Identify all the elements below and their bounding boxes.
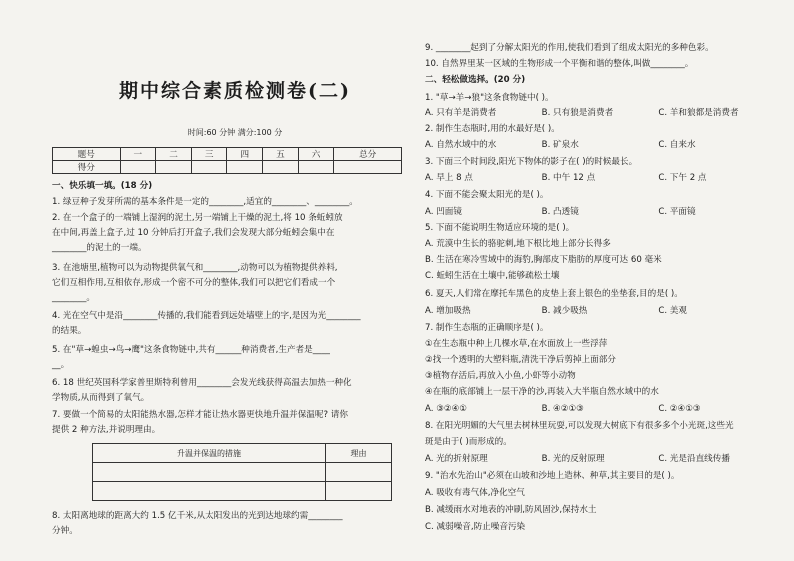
question-4-line2: 的结果。 (52, 326, 87, 336)
choice-5-option-c: C. 蚯蚓生活在土壤中,能够疏松土壤 (425, 271, 560, 281)
question-3-line2: 它们互相作用,互相依存,形成一个密不可分的整体,我们可以把它们看成一个 (52, 278, 336, 288)
option: B. 减少吸热 (541, 306, 588, 316)
option: B. 中午 12 点 (541, 173, 596, 183)
answer-cell[interactable] (93, 463, 326, 482)
answer-cell[interactable] (325, 463, 391, 482)
choice-8-line1: 8. 在阳光明媚的大气里去树林里玩耍,可以发现大树底下有很多多个小光斑,这些光 (425, 421, 734, 431)
score-cell: 二 (156, 148, 192, 161)
choice-7-step-1: ①在生态瓶中种上几棵水草,在水面放上一些浮萍 (425, 339, 608, 349)
answer-table-header-measures: 升温并保温的措施 (93, 444, 326, 463)
choice-6-options (425, 305, 775, 318)
choice-9-option-b: B. 减缓雨水对地表的冲刷,防风固沙,保持水土 (425, 505, 597, 515)
choice-9-option-a: A. 吸收有毒气体,净化空气 (425, 488, 525, 498)
option: C. 下午 2 点 (658, 173, 707, 183)
answer-table-header-reason: 理由 (325, 444, 391, 463)
answer-table-wrapper (52, 439, 412, 507)
score-cell: 一 (120, 148, 156, 161)
choice-7-step-2: ②找一个透明的大塑料瓶,清洗干净后剪掉上面部分 (425, 355, 616, 365)
score-table-header-row (53, 148, 402, 161)
option: A. 只有羊是消费者 (425, 108, 497, 118)
score-cell: 三 (191, 148, 227, 161)
choice-7-step-3: ③植物存活后,再放入小鱼,小虾等小动物 (425, 371, 576, 381)
question-7-line1: 7. 要做一个简易的太阳能热水器,怎样才能让热水器更快地升温并保温呢? 请你 (52, 410, 348, 420)
score-cell: 得分 (53, 161, 121, 174)
choice-5-option-b: B. 生活在寒冷雪域中的海豹,胸部皮下脂肪的厚度可达 60 毫米 (425, 255, 662, 265)
option: B. 矿泉水 (541, 140, 579, 150)
option: A. ③②④① (425, 404, 468, 414)
score-cell: 题号 (53, 148, 121, 161)
choice-3: 3. 下面三个时间段,阳光下物体的影子在( )的时候最长。 (425, 157, 638, 167)
option: A. 自然水域中的水 (425, 140, 497, 150)
option: A. 光的折射原理 (425, 454, 488, 464)
choice-4: 4. 下面不能会聚太阳光的是( )。 (425, 190, 549, 200)
question-8-line2: 分钟。 (52, 526, 78, 536)
score-cell (263, 161, 299, 174)
choice-5: 5. 下面不能说明生物适应环境的是( )。 (425, 223, 575, 233)
score-cell: 五 (263, 148, 299, 161)
option: A. 增加吸热 (425, 306, 471, 316)
answer-cell[interactable] (325, 482, 391, 501)
option: C. ②④①③ (658, 404, 701, 414)
question-6-line2: 学物质,从而得到了氧气。 (52, 393, 150, 403)
question-7-line2: 提供 2 种方法,并说明理由。 (52, 425, 161, 435)
choice-6: 6. 夏天,人们常在摩托车黑色的皮垫上套上银色的坐垫套,目的是( )。 (425, 289, 683, 299)
question-4-line1: 4. 光在空气中是沿________传播的,我们能看到远处墙壁上的字,是因为光________ (52, 311, 361, 321)
score-cell: 六 (298, 148, 334, 161)
question-5-line2: __。 (52, 360, 70, 370)
score-table (52, 147, 402, 174)
option: C. 自来水 (658, 140, 696, 150)
choice-3-options (425, 172, 775, 185)
option: B. 光的反射原理 (541, 454, 605, 464)
question-5-line1: 5. 在"草→蝗虫→鸟→鹰"这条食物链中,共有______种消费者,生产者是____ (52, 345, 330, 355)
choice-9-option-c: C. 减弱噪音,防止噪音污染 (425, 522, 526, 532)
choice-4-options (425, 206, 775, 219)
option: A. 凹面镜 (425, 207, 462, 217)
exam-title: 期中综合素质检测卷(二) (119, 80, 351, 102)
option: A. 早上 8 点 (425, 173, 473, 183)
question-3-line3: ________。 (52, 293, 95, 303)
option: C. 美观 (658, 306, 687, 316)
section-choice-title: 二、轻松做选择。(20 分) (425, 75, 526, 85)
exam-time-score-info: 时间:60 分钟 满分:100 分 (187, 128, 283, 137)
option: C. 平面镜 (658, 207, 696, 217)
score-cell: 总分 (334, 148, 402, 161)
option: B. 只有狼是消费者 (541, 108, 614, 118)
question-9: 9. ________起到了分解太阳光的作用,使我们看到了组成太阳光的多种色彩。 (425, 43, 714, 53)
choice-1: 1. "草→羊→狼"这条食物链中( )。 (425, 93, 554, 103)
option: C. 羊和狼都是消费者 (658, 108, 739, 118)
question-2-line3: ________的泥土的一端。 (52, 243, 147, 253)
question-3-line1: 3. 在池塘里,植物可以为动物提供氧气和________,动物可以为植物提供养料, (52, 263, 338, 273)
question-1: 1. 绿豆种子发芽所需的基本条件是一定的________,适宜的________、________。 (52, 197, 358, 207)
question-2-line1: 2. 在一个盒子的一端铺上湿润的泥土,另一端铺上干燥的泥土,将 10 条蚯蚓放 (52, 213, 343, 223)
choice-2-options (425, 139, 775, 152)
score-cell (156, 161, 192, 174)
answer-cell[interactable] (93, 482, 326, 501)
choice-2: 2. 制作生态瓶时,用的水最好是( )。 (425, 124, 560, 134)
score-cell (334, 161, 402, 174)
section-fill-in-title: 一、快乐填一填。(18 分) (52, 181, 153, 191)
question-6-line1: 6. 18 世纪英国科学家普里斯特利曾用________会发光线获得高温去加热一种化 (52, 378, 352, 388)
question-10: 10. 自然界里某一区域的生物形成一个平衡和谐的整体,叫做________。 (425, 59, 694, 69)
choice-8-options (425, 453, 775, 466)
choice-1-options (425, 107, 775, 120)
option: B. ④②①③ (541, 404, 584, 414)
score-cell (191, 161, 227, 174)
score-table-score-row (53, 161, 402, 174)
option: C. 光是沿直线传播 (658, 454, 730, 464)
option: B. 凸透镜 (541, 207, 579, 217)
question-8-line1: 8. 太阳离地球的距离大约 1.5 亿千米,从太阳发出的光到达地球约需________ (52, 511, 343, 521)
choice-7-step-4: ④在瓶的底部铺上一层干净的沙,再装入大半瓶自然水域中的水 (425, 387, 659, 397)
choice-8-line2: 斑是由于( )而形成的。 (425, 437, 512, 447)
answer-table (92, 443, 392, 501)
choice-7: 7. 制作生态瓶的正确顺序是( )。 (425, 323, 549, 333)
score-cell (227, 161, 263, 174)
choice-9: 9. "治水先治山"必须在山坡和沙地上造林、种草,其主要目的是( )。 (425, 471, 680, 481)
score-cell (120, 161, 156, 174)
choice-7-options (425, 403, 775, 416)
choice-5-option-a: A. 荒漠中生长的骆驼刺,地下根比地上部分长得多 (425, 239, 611, 249)
score-cell: 四 (227, 148, 263, 161)
score-cell (298, 161, 334, 174)
question-2-line2: 在中间,再盖上盒子,过 10 分钟后打开盒子,我们会发现大部分蚯蚓会集中在 (52, 228, 335, 238)
